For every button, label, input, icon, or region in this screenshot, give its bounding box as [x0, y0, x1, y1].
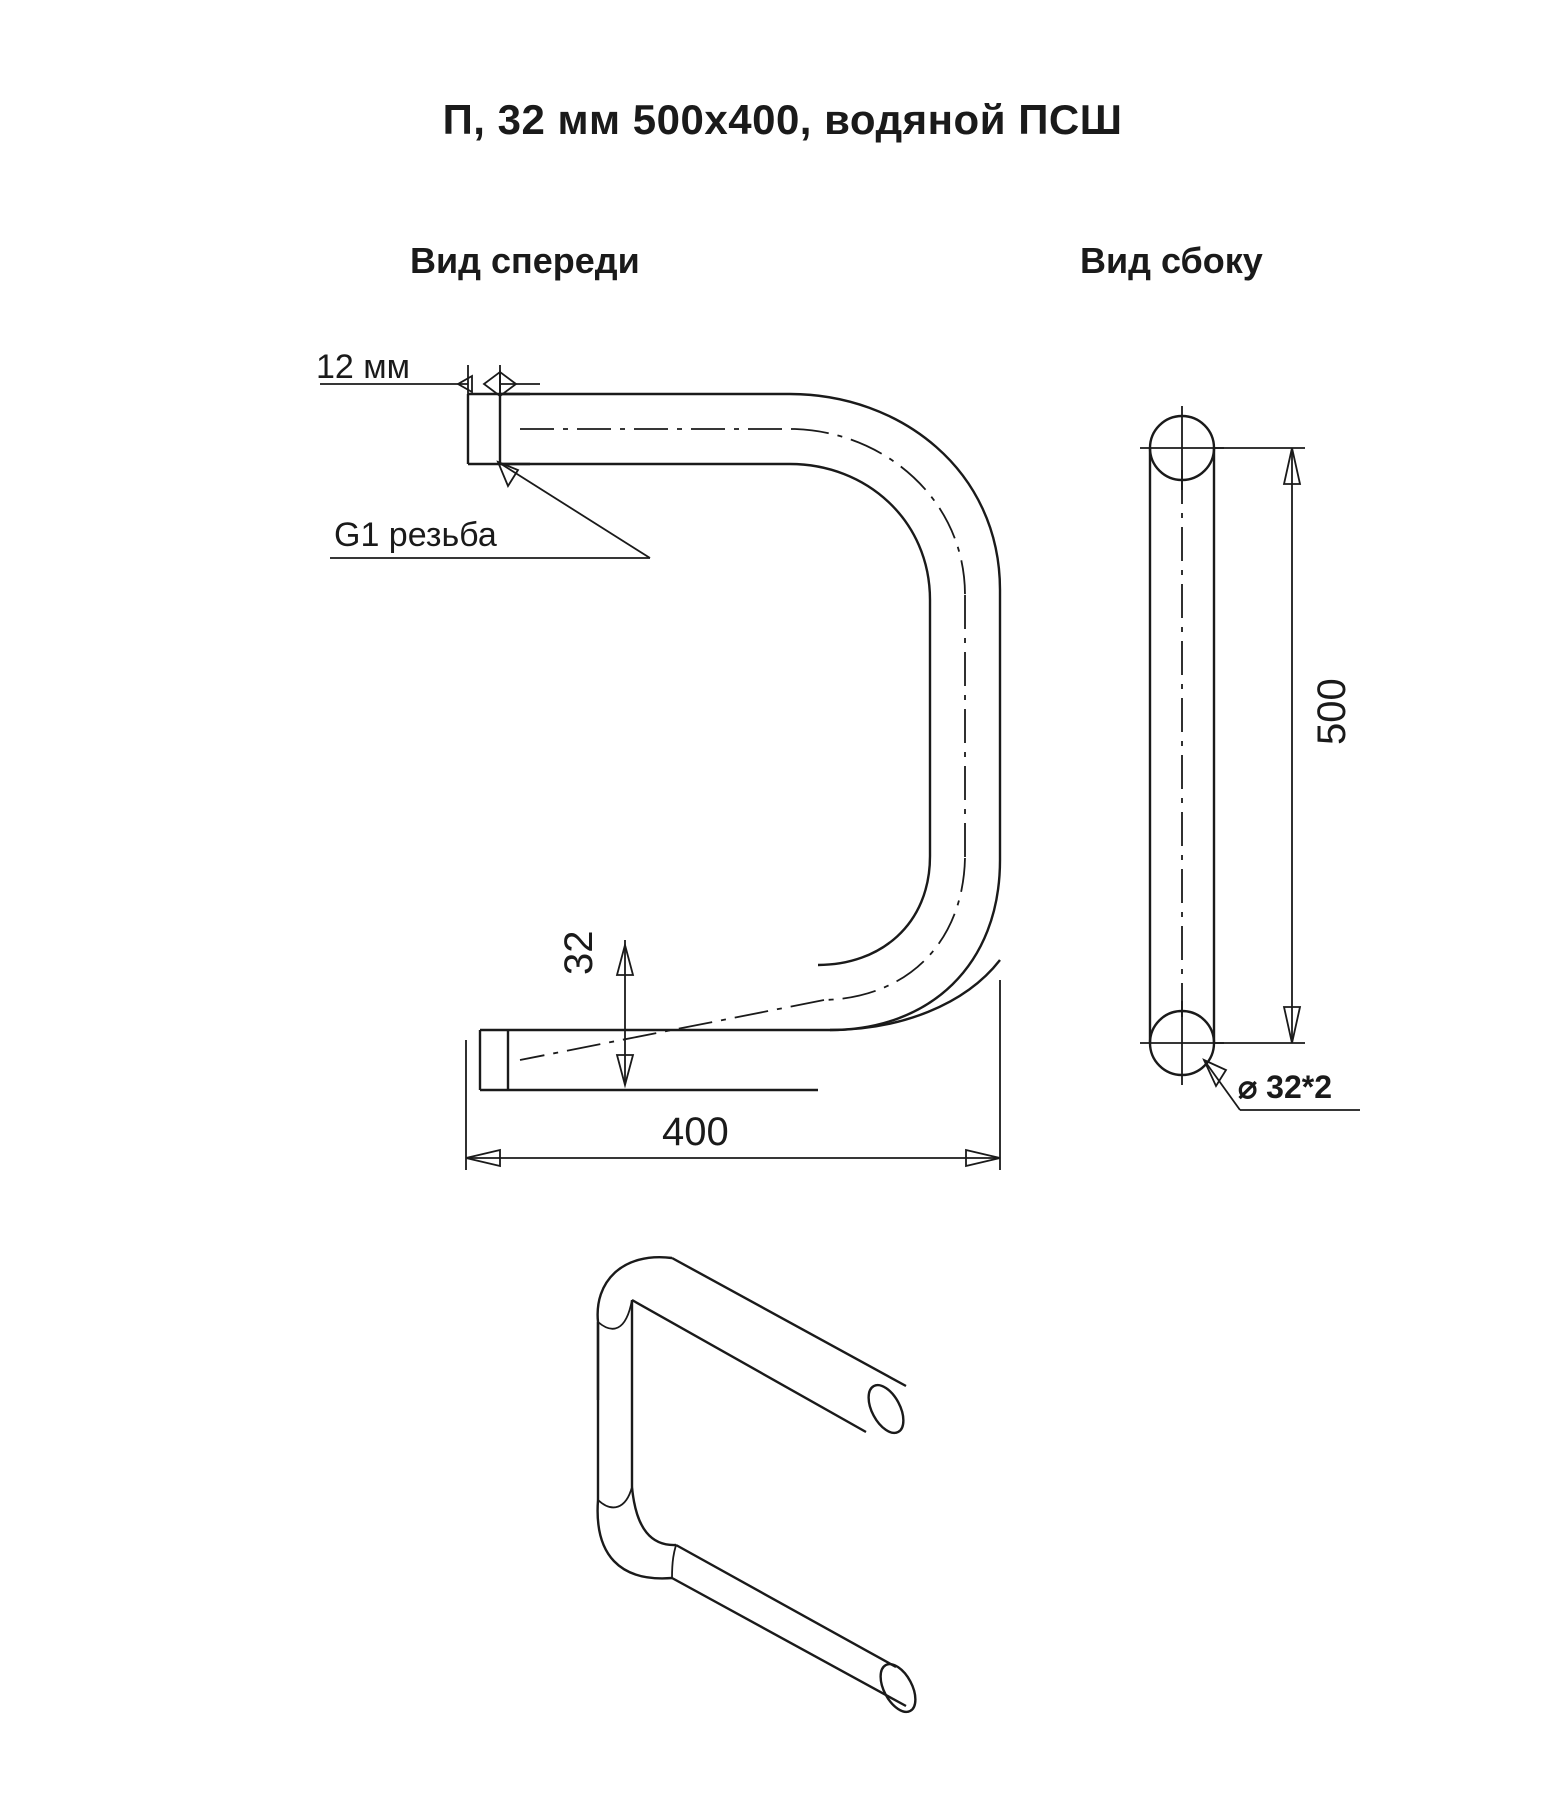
page-title: П, 32 мм 500x400, водяной ПСШ	[442, 96, 1123, 143]
dim-diameter-text: ⌀ 32*2	[1238, 1069, 1332, 1105]
dim-32	[557, 931, 633, 1086]
dim-32-text: 32	[557, 930, 601, 975]
front-view-geometry	[468, 394, 1000, 1090]
dim-500-text: 500	[1310, 678, 1354, 745]
dim-12mm-text: 12 мм	[316, 348, 411, 386]
dim-500	[1214, 448, 1354, 1043]
dim-12mm	[316, 348, 540, 410]
dim-thread-text: G1 резьба	[334, 516, 497, 554]
side-view-geometry	[1140, 406, 1224, 1085]
dim-diameter	[1204, 1060, 1360, 1110]
dim-400-text: 400	[662, 1110, 729, 1154]
dim-thread	[330, 462, 650, 558]
front-view-label: Вид спереди	[410, 240, 640, 281]
side-view-label: Вид сбоку	[1080, 240, 1263, 281]
isometric-view	[598, 1257, 923, 1717]
